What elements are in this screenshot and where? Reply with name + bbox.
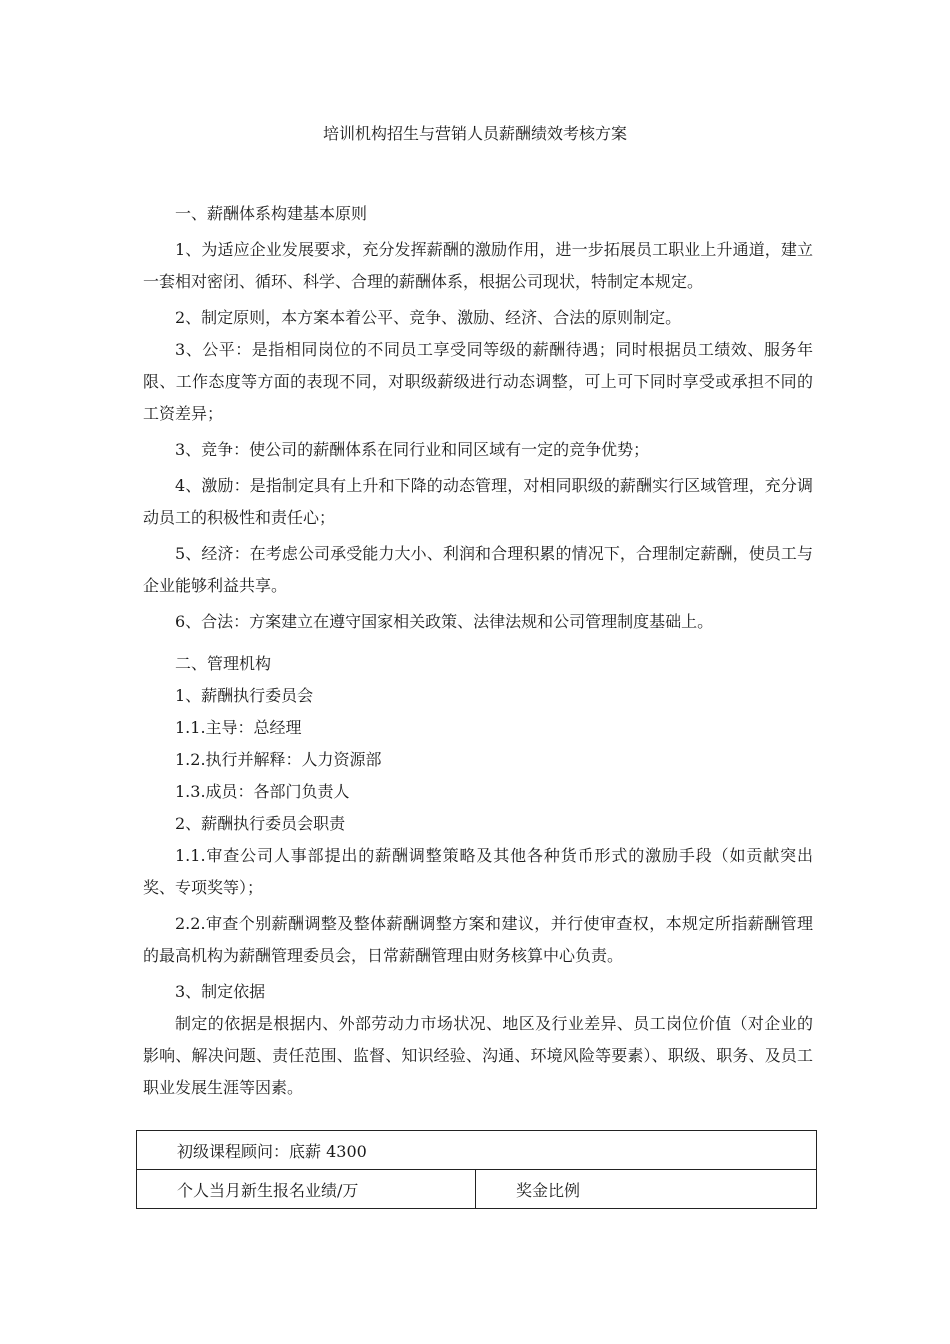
paragraph-purpose: 1、为适应企业发展要求，充分发挥薪酬的激励作用，进一步拓展员工职业上升通道，建立一套相对密闭、循环、科学、合理的薪酬体系，根据公司现状，特制定本规定。 (143, 240, 813, 291)
document-body (143, 198, 813, 1104)
paragraph-duty-review-strategy: 1.1.审查公司人事部提出的薪酬调整策略及其他各种货币形式的激励手段（如贡献突出奖、专项奖等）； (143, 846, 813, 897)
paragraph-duties-heading: 2、薪酬执行委员会职责 (175, 814, 346, 833)
paragraph-members: 1.3.成员：各部门负责人 (175, 782, 350, 801)
paragraph-competition: 3、竞争：使公司的薪酬体系在同行业和同区域有一定的竞争优势； (175, 440, 650, 459)
table-header-cell: 初级课程顾问：底薪 4300 (137, 1131, 817, 1170)
paragraph-economy: 5、经济：在考虑公司承受能力大小、利润和合理积累的情况下，合理制定薪酬，使员工与企业能够利益共享。 (143, 544, 813, 595)
paragraph-lead: 1.1.主导：总经理 (175, 718, 302, 737)
paragraph-fairness: 3、公平：是指相同岗位的不同员工享受同等级的薪酬待遇；同时根据员工绩效、服务年限、工作态度等方面的表现不同，对职级薪级进行动态调整，可上可下同时享受或承担不同的工资差异； (143, 340, 813, 423)
paragraph-incentive: 4、激励：是指制定具有上升和下降的动态管理，对相同职级的薪酬实行区域管理，充分调动员工的积极性和责任心； (143, 476, 813, 527)
section-heading-principles: 一、薪酬体系构建基本原则 (175, 204, 368, 223)
section-heading-management: 二、管理机构 (175, 654, 272, 673)
paragraph-basis: 制定的依据是根据内、外部劳动力市场状况、地区及行业差异、员工岗位价值（对企业的影响、解决问题、责任范围、监督、知识经验、沟通、环境风险等要素）、职级、职务、及员工职业发展生涯等因素。 (143, 1014, 813, 1097)
paragraph-legality: 6、合法：方案建立在遵守国家相关政策、法律法规和公司管理制度基础上。 (175, 612, 714, 631)
table-row (137, 1131, 817, 1170)
table-row (137, 1170, 817, 1209)
table-cell-performance: 个人当月新生报名业绩/万 (137, 1170, 476, 1209)
table-cell-bonus-ratio: 奖金比例 (476, 1170, 817, 1209)
paragraph-executor: 1.2.执行并解释：人力资源部 (175, 750, 382, 769)
paragraph-basis-heading: 3、制定依据 (175, 982, 266, 1001)
salary-table (136, 1130, 817, 1209)
page-title: 培训机构招生与营销人员薪酬绩效考核方案 (322, 124, 627, 143)
paragraph-duty-review-adjustment: 2.2.审查个别薪酬调整及整体薪酬调整方案和建议，并行使审查权，本规定所指薪酬管理的最高机构为薪酬管理委员会，日常薪酬管理由财务核算中心负责。 (143, 914, 813, 965)
paragraph-committee: 1、薪酬执行委员会 (175, 686, 314, 705)
paragraph-principle: 2、制定原则，本方案本着公平、竞争、激励、经济、合法的原则制定。 (175, 308, 682, 327)
